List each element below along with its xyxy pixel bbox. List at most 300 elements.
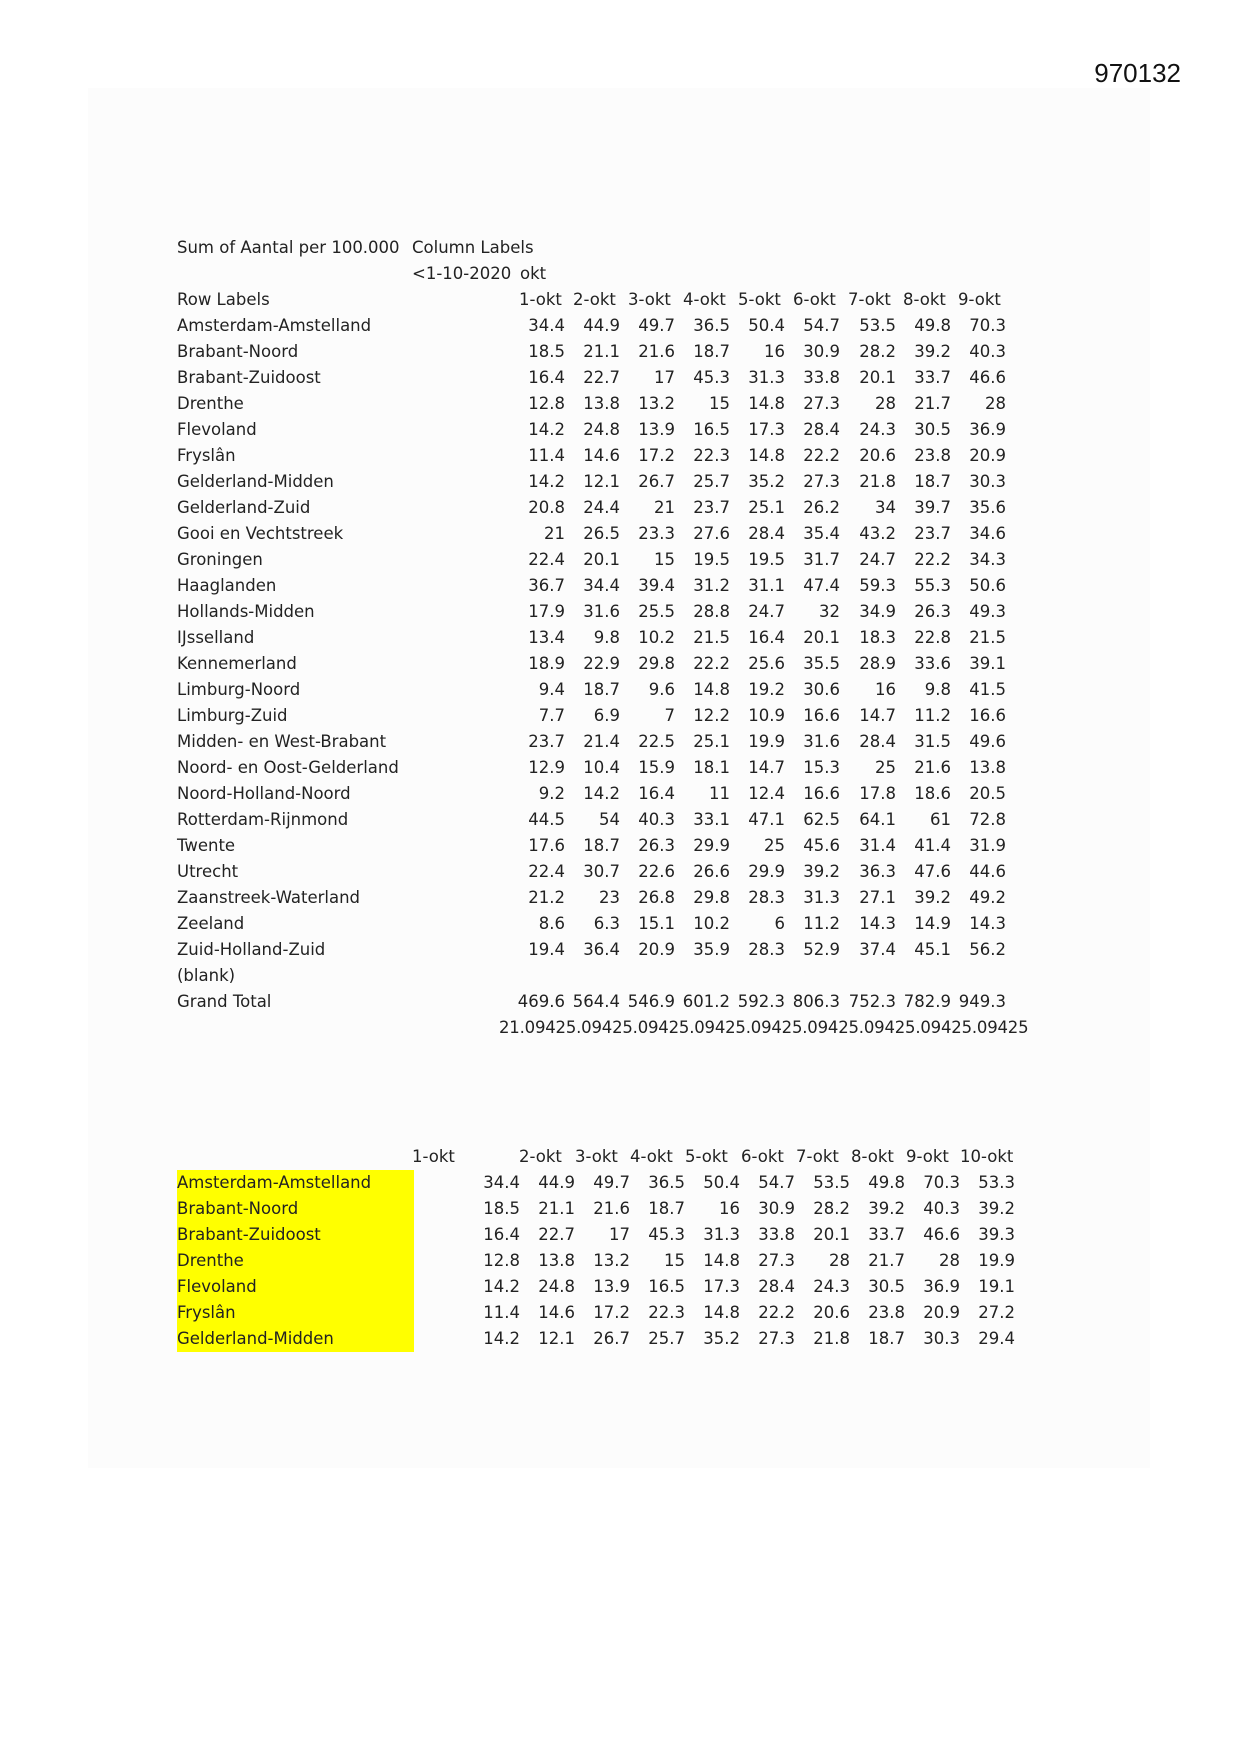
value-cell: 53.5 xyxy=(859,316,896,335)
lower-value-cell: 13.9 xyxy=(593,1277,630,1296)
value-cell: 70.3 xyxy=(969,316,1006,335)
lower-value-cell: 14.8 xyxy=(703,1303,740,1322)
value-cell: 41.4 xyxy=(914,836,951,855)
value-cell: 17 xyxy=(654,368,675,387)
lower-value-cell: 14.2 xyxy=(483,1329,520,1348)
grand-total-cell: 564.4 xyxy=(572,992,620,1011)
value-cell: 13.9 xyxy=(638,420,675,439)
value-cell: 23 xyxy=(599,888,620,907)
value-cell: 28.9 xyxy=(859,654,896,673)
value-cell: 17.2 xyxy=(638,446,675,465)
lower-row-label: Fryslân xyxy=(177,1303,236,1322)
lower-value-cell: 33.8 xyxy=(758,1225,795,1244)
value-cell: 27.6 xyxy=(693,524,730,543)
value-cell: 64.1 xyxy=(859,810,896,829)
value-cell: 31.7 xyxy=(803,550,840,569)
lower-row-label: Gelderland-Midden xyxy=(177,1329,334,1348)
lower-value-cell: 17.2 xyxy=(593,1303,630,1322)
value-cell: 22.6 xyxy=(638,862,675,881)
value-cell: 22.4 xyxy=(528,550,565,569)
value-cell: 28 xyxy=(875,394,896,413)
value-cell: 47.4 xyxy=(803,576,840,595)
pivot-title: Sum of Aantal per 100.000 xyxy=(177,238,400,257)
lower-value-cell: 28.2 xyxy=(813,1199,850,1218)
value-cell: 24.3 xyxy=(859,420,896,439)
value-cell: 23.7 xyxy=(693,498,730,517)
lower-value-cell: 27.2 xyxy=(978,1303,1015,1322)
lower-value-cell: 21.8 xyxy=(813,1329,850,1348)
row-label: Zaanstreek-Waterland xyxy=(177,888,361,907)
value-cell: 49.7 xyxy=(638,316,675,335)
row-label: Gelderland-Zuid xyxy=(177,498,311,517)
value-cell: 9.6 xyxy=(648,680,675,699)
lower-value-cell: 27.3 xyxy=(758,1251,795,1270)
value-cell: 25.5 xyxy=(638,602,675,621)
value-cell: 26.3 xyxy=(914,602,951,621)
value-cell: 16.4 xyxy=(638,784,675,803)
document-id: 970132 xyxy=(1094,58,1181,88)
lower-value-cell: 14.8 xyxy=(703,1251,740,1270)
value-cell: 20.1 xyxy=(859,368,896,387)
value-cell: 27.1 xyxy=(859,888,896,907)
value-cell: 17.3 xyxy=(748,420,785,439)
lower-value-cell: 22.2 xyxy=(758,1303,795,1322)
value-cell: 16 xyxy=(875,680,896,699)
value-cell: 18.7 xyxy=(693,342,730,361)
value-cell: 18.1 xyxy=(693,758,730,777)
lower-value-cell: 16 xyxy=(719,1199,740,1218)
value-cell: 39.4 xyxy=(638,576,675,595)
value-cell: 13.8 xyxy=(969,758,1006,777)
value-cell: 49.6 xyxy=(969,732,1006,751)
row-label: Gooi en Vechtstreek xyxy=(177,524,344,543)
lower-value-cell: 26.7 xyxy=(593,1329,630,1348)
value-cell: 19.4 xyxy=(528,940,565,959)
lower-value-cell: 36.5 xyxy=(648,1173,685,1192)
value-cell: 21.7 xyxy=(914,394,951,413)
value-cell: 18.7 xyxy=(914,472,951,491)
date-header: 1-okt xyxy=(519,290,562,309)
value-cell: 28 xyxy=(985,394,1006,413)
value-cell: 62.5 xyxy=(803,810,840,829)
lower-value-cell: 19.9 xyxy=(978,1251,1015,1270)
extra-values-line: 21.09425.09425.09425.09425.09425.09425.09425.09425.09425 xyxy=(499,1018,1029,1037)
lower-value-cell: 16.4 xyxy=(483,1225,520,1244)
lower-value-cell: 39.3 xyxy=(978,1225,1015,1244)
value-cell: 30.6 xyxy=(803,680,840,699)
lower-value-cell: 54.7 xyxy=(758,1173,795,1192)
lower-date-header: 9-okt xyxy=(906,1147,949,1166)
value-cell: 20.9 xyxy=(638,940,675,959)
row-label: Brabant-Noord xyxy=(177,342,299,361)
value-cell: 25.1 xyxy=(693,732,730,751)
lower-value-cell: 12.8 xyxy=(483,1251,520,1270)
value-cell: 44.9 xyxy=(583,316,620,335)
value-cell: 39.2 xyxy=(914,342,951,361)
value-cell: 18.9 xyxy=(528,654,565,673)
value-cell: 25 xyxy=(764,836,785,855)
value-cell: 21.8 xyxy=(859,472,896,491)
row-label: Amsterdam-Amstelland xyxy=(177,316,372,335)
value-cell: 45.6 xyxy=(803,836,840,855)
value-cell: 39.1 xyxy=(969,654,1006,673)
value-cell: 55.3 xyxy=(914,576,951,595)
value-cell: 46.6 xyxy=(969,368,1006,387)
lower-value-cell: 25.7 xyxy=(648,1329,685,1348)
sub-column-before-oct: <1-10-2020 xyxy=(412,264,512,283)
value-cell: 23.7 xyxy=(914,524,951,543)
value-cell: 20.1 xyxy=(583,550,620,569)
value-cell: 30.7 xyxy=(583,862,620,881)
value-cell: 26.2 xyxy=(803,498,840,517)
value-cell: 13.2 xyxy=(638,394,675,413)
value-cell: 39.2 xyxy=(803,862,840,881)
value-cell: 29.9 xyxy=(748,862,785,881)
lower-value-cell: 49.7 xyxy=(593,1173,630,1192)
lower-value-cell: 53.5 xyxy=(813,1173,850,1192)
value-cell: 14.7 xyxy=(748,758,785,777)
value-cell: 11.2 xyxy=(803,914,840,933)
value-cell: 9.4 xyxy=(538,680,565,699)
value-cell: 27.3 xyxy=(803,472,840,491)
lower-value-cell: 39.2 xyxy=(868,1199,905,1218)
lower-first-date-header: 1-okt xyxy=(412,1147,455,1166)
row-label: Groningen xyxy=(177,550,263,569)
value-cell: 31.2 xyxy=(693,576,730,595)
value-cell: 16.4 xyxy=(748,628,785,647)
value-cell: 14.2 xyxy=(528,420,565,439)
value-cell: 34.9 xyxy=(859,602,896,621)
value-cell: 49.8 xyxy=(914,316,951,335)
grand-total-cell: 806.3 xyxy=(792,992,840,1011)
grand-total-cell: 601.2 xyxy=(682,992,730,1011)
value-cell: 25.1 xyxy=(748,498,785,517)
value-cell: 22.9 xyxy=(583,654,620,673)
value-cell: 21.2 xyxy=(528,888,565,907)
value-cell: 6.3 xyxy=(593,914,620,933)
value-cell: 14.2 xyxy=(583,784,620,803)
value-cell: 19.5 xyxy=(748,550,785,569)
lower-value-cell: 15 xyxy=(664,1251,685,1270)
value-cell: 33.6 xyxy=(914,654,951,673)
value-cell: 36.7 xyxy=(528,576,565,595)
value-cell: 24.7 xyxy=(859,550,896,569)
value-cell: 29.9 xyxy=(693,836,730,855)
value-cell: 26.7 xyxy=(638,472,675,491)
lower-value-cell: 49.8 xyxy=(868,1173,905,1192)
row-label: Drenthe xyxy=(177,394,244,413)
value-cell: 45.3 xyxy=(693,368,730,387)
value-cell: 27.3 xyxy=(803,394,840,413)
lower-date-header: 7-okt xyxy=(796,1147,839,1166)
value-cell: 36.9 xyxy=(969,420,1006,439)
value-cell: 21.6 xyxy=(638,342,675,361)
value-cell: 18.6 xyxy=(914,784,951,803)
lower-value-cell: 20.6 xyxy=(813,1303,850,1322)
lower-value-cell: 30.9 xyxy=(758,1199,795,1218)
lower-row-label: Brabant-Noord xyxy=(177,1199,299,1218)
value-cell: 54 xyxy=(599,810,620,829)
lower-value-cell: 23.8 xyxy=(868,1303,905,1322)
row-label: Haaglanden xyxy=(177,576,277,595)
lower-value-cell: 44.9 xyxy=(538,1173,575,1192)
value-cell: 22.3 xyxy=(693,446,730,465)
lower-value-cell: 30.5 xyxy=(868,1277,905,1296)
value-cell: 20.9 xyxy=(969,446,1006,465)
value-cell: 17.6 xyxy=(528,836,565,855)
value-cell: 24.4 xyxy=(583,498,620,517)
value-cell: 16.6 xyxy=(803,706,840,725)
lower-row-label: Brabant-Zuidoost xyxy=(177,1225,321,1244)
value-cell: 33.8 xyxy=(803,368,840,387)
value-cell: 30.5 xyxy=(914,420,951,439)
value-cell: 15 xyxy=(654,550,675,569)
value-cell: 11.2 xyxy=(914,706,951,725)
row-label: Limburg-Zuid xyxy=(177,706,288,725)
value-cell: 9.8 xyxy=(593,628,620,647)
row-label: IJsselland xyxy=(177,628,255,647)
value-cell: 17.8 xyxy=(859,784,896,803)
lower-value-cell: 70.3 xyxy=(923,1173,960,1192)
value-cell: 32 xyxy=(819,602,840,621)
value-cell: 21.4 xyxy=(583,732,620,751)
row-label: Hollands-Midden xyxy=(177,602,315,621)
grand-total-cell: 949.3 xyxy=(958,992,1006,1011)
value-cell: 18.7 xyxy=(583,836,620,855)
value-cell: 25.7 xyxy=(693,472,730,491)
value-cell: 28.4 xyxy=(859,732,896,751)
value-cell: 20.1 xyxy=(803,628,840,647)
date-header: 9-okt xyxy=(958,290,1001,309)
row-label: Brabant-Zuidoost xyxy=(177,368,321,387)
lower-value-cell: 24.3 xyxy=(813,1277,850,1296)
lower-date-header: 2-okt xyxy=(519,1147,562,1166)
lower-value-cell: 22.3 xyxy=(648,1303,685,1322)
value-cell: 6.9 xyxy=(593,706,620,725)
value-cell: 54.7 xyxy=(803,316,840,335)
value-cell: 16.6 xyxy=(969,706,1006,725)
value-cell: 16.6 xyxy=(803,784,840,803)
value-cell: 31.6 xyxy=(583,602,620,621)
value-cell: 31.3 xyxy=(748,368,785,387)
value-cell: 30.3 xyxy=(969,472,1006,491)
value-cell: 45.1 xyxy=(914,940,951,959)
value-cell: 14.3 xyxy=(859,914,896,933)
value-cell: 25 xyxy=(875,758,896,777)
value-cell: 61 xyxy=(930,810,951,829)
value-cell: 22.5 xyxy=(638,732,675,751)
value-cell: 44.5 xyxy=(528,810,565,829)
value-cell: 23.3 xyxy=(638,524,675,543)
grand-total-cell: 782.9 xyxy=(903,992,951,1011)
date-header: 8-okt xyxy=(903,290,946,309)
value-cell: 28.4 xyxy=(803,420,840,439)
value-cell: 16.4 xyxy=(528,368,565,387)
lower-value-cell: 35.2 xyxy=(703,1329,740,1348)
value-cell: 24.7 xyxy=(748,602,785,621)
value-cell: 34 xyxy=(875,498,896,517)
value-cell: 31.1 xyxy=(748,576,785,595)
value-cell: 34.6 xyxy=(969,524,1006,543)
lower-value-cell: 21.7 xyxy=(868,1251,905,1270)
row-label: Zuid-Holland-Zuid xyxy=(177,940,326,959)
lower-value-cell: 11.4 xyxy=(483,1303,520,1322)
lower-value-cell: 19.1 xyxy=(978,1277,1015,1296)
value-cell: 14.7 xyxy=(859,706,896,725)
lower-value-cell: 34.4 xyxy=(483,1173,520,1192)
value-cell: 15 xyxy=(709,394,730,413)
value-cell: 12.8 xyxy=(528,394,565,413)
value-cell: 28.3 xyxy=(748,940,785,959)
value-cell: 10.9 xyxy=(748,706,785,725)
value-cell: 13.4 xyxy=(528,628,565,647)
value-cell: 8.6 xyxy=(538,914,565,933)
lower-value-cell: 16.5 xyxy=(648,1277,685,1296)
row-label: Gelderland-Midden xyxy=(177,472,334,491)
value-cell: 6 xyxy=(774,914,785,933)
lower-value-cell: 18.5 xyxy=(483,1199,520,1218)
value-cell: 26.6 xyxy=(693,862,730,881)
value-cell: 34.4 xyxy=(528,316,565,335)
value-cell: 9.8 xyxy=(924,680,951,699)
value-cell: 35.2 xyxy=(748,472,785,491)
value-cell: 19.5 xyxy=(693,550,730,569)
value-cell: 20.5 xyxy=(969,784,1006,803)
value-cell: 47.1 xyxy=(748,810,785,829)
row-label: (blank) xyxy=(177,966,236,985)
value-cell: 25.6 xyxy=(748,654,785,673)
value-cell: 36.5 xyxy=(693,316,730,335)
lower-value-cell: 50.4 xyxy=(703,1173,740,1192)
value-cell: 12.2 xyxy=(693,706,730,725)
column-labels-header: Column Labels xyxy=(412,238,534,257)
value-cell: 15.3 xyxy=(803,758,840,777)
value-cell: 22.4 xyxy=(528,862,565,881)
value-cell: 23.7 xyxy=(528,732,565,751)
row-label: Limburg-Noord xyxy=(177,680,301,699)
value-cell: 29.8 xyxy=(693,888,730,907)
row-label: Noord- en Oost-Gelderland xyxy=(177,758,399,777)
date-header: 7-okt xyxy=(848,290,891,309)
value-cell: 59.3 xyxy=(859,576,896,595)
lower-value-cell: 14.2 xyxy=(483,1277,520,1296)
date-header: 2-okt xyxy=(573,290,616,309)
grand-total-cell: 469.6 xyxy=(517,992,565,1011)
value-cell: 17.9 xyxy=(528,602,565,621)
date-header: 3-okt xyxy=(628,290,671,309)
value-cell: 26.5 xyxy=(583,524,620,543)
lower-value-cell: 21.1 xyxy=(538,1199,575,1218)
date-header: 4-okt xyxy=(683,290,726,309)
value-cell: 14.6 xyxy=(583,446,620,465)
lower-value-cell: 28.4 xyxy=(758,1277,795,1296)
value-cell: 21.6 xyxy=(914,758,951,777)
lower-value-cell: 39.2 xyxy=(978,1199,1015,1218)
row-label: Noord-Holland-Noord xyxy=(177,784,351,803)
value-cell: 33.7 xyxy=(914,368,951,387)
lower-value-cell: 17 xyxy=(609,1225,630,1244)
lower-value-cell: 14.6 xyxy=(538,1303,575,1322)
lower-value-cell: 46.6 xyxy=(923,1225,960,1244)
grand-total-cell: 592.3 xyxy=(737,992,785,1011)
lower-date-header: 5-okt xyxy=(685,1147,728,1166)
lower-value-cell: 20.9 xyxy=(923,1303,960,1322)
value-cell: 14.8 xyxy=(748,446,785,465)
value-cell: 11.4 xyxy=(528,446,565,465)
row-label: Flevoland xyxy=(177,420,257,439)
lower-value-cell: 13.8 xyxy=(538,1251,575,1270)
value-cell: 30.9 xyxy=(803,342,840,361)
value-cell: 21 xyxy=(544,524,565,543)
lower-value-cell: 18.7 xyxy=(648,1199,685,1218)
value-cell: 12.4 xyxy=(748,784,785,803)
row-label: Zeeland xyxy=(177,914,245,933)
value-cell: 18.3 xyxy=(859,628,896,647)
value-cell: 7 xyxy=(664,706,675,725)
value-cell: 12.9 xyxy=(528,758,565,777)
value-cell: 16 xyxy=(764,342,785,361)
grand-total-label: Grand Total xyxy=(177,992,272,1011)
date-header: 5-okt xyxy=(738,290,781,309)
lower-date-header: 3-okt xyxy=(575,1147,618,1166)
lower-value-cell: 21.6 xyxy=(593,1199,630,1218)
lower-date-header: 10-okt xyxy=(960,1147,1014,1166)
value-cell: 13.8 xyxy=(583,394,620,413)
value-cell: 22.2 xyxy=(914,550,951,569)
value-cell: 56.2 xyxy=(969,940,1006,959)
value-cell: 31.5 xyxy=(914,732,951,751)
sub-column-okt: okt xyxy=(520,264,547,283)
value-cell: 29.8 xyxy=(638,654,675,673)
value-cell: 22.7 xyxy=(583,368,620,387)
lower-value-cell: 36.9 xyxy=(923,1277,960,1296)
value-cell: 28.2 xyxy=(859,342,896,361)
row-label: Fryslân xyxy=(177,446,236,465)
value-cell: 12.1 xyxy=(583,472,620,491)
lower-date-header: 6-okt xyxy=(741,1147,784,1166)
lower-value-cell: 28 xyxy=(939,1251,960,1270)
lower-row-label: Amsterdam-Amstelland xyxy=(177,1173,372,1192)
value-cell: 21.1 xyxy=(583,342,620,361)
value-cell: 49.3 xyxy=(969,602,1006,621)
value-cell: 31.3 xyxy=(803,888,840,907)
date-header: 6-okt xyxy=(793,290,836,309)
row-label: Kennemerland xyxy=(177,654,297,673)
value-cell: 49.2 xyxy=(969,888,1006,907)
value-cell: 35.5 xyxy=(803,654,840,673)
value-cell: 31.6 xyxy=(803,732,840,751)
value-cell: 14.3 xyxy=(969,914,1006,933)
value-cell: 36.4 xyxy=(583,940,620,959)
value-cell: 52.9 xyxy=(803,940,840,959)
value-cell: 35.6 xyxy=(969,498,1006,517)
value-cell: 33.1 xyxy=(693,810,730,829)
value-cell: 14.8 xyxy=(748,394,785,413)
value-cell: 28.8 xyxy=(693,602,730,621)
value-cell: 40.3 xyxy=(638,810,675,829)
value-cell: 16.5 xyxy=(693,420,730,439)
lower-value-cell: 27.3 xyxy=(758,1329,795,1348)
value-cell: 43.2 xyxy=(859,524,896,543)
lower-value-cell: 18.7 xyxy=(868,1329,905,1348)
value-cell: 19.2 xyxy=(748,680,785,699)
value-cell: 50.4 xyxy=(748,316,785,335)
lower-value-cell: 12.1 xyxy=(538,1329,575,1348)
value-cell: 10.2 xyxy=(693,914,730,933)
value-cell: 24.8 xyxy=(583,420,620,439)
lower-value-cell: 53.3 xyxy=(978,1173,1015,1192)
value-cell: 18.5 xyxy=(528,342,565,361)
